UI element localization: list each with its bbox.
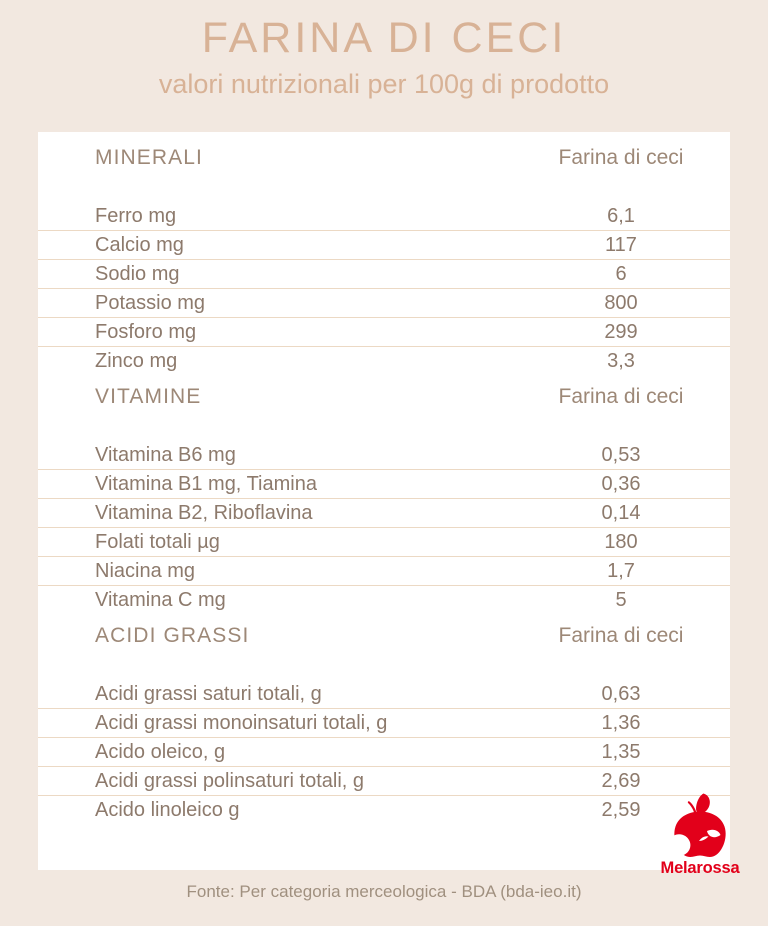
table-row xyxy=(38,202,730,231)
nutrient-label: Potassio mg xyxy=(95,292,206,314)
section-rows xyxy=(38,441,730,614)
nutrient-value: 1,35 xyxy=(601,741,641,763)
section-title: ACIDI GRASSI xyxy=(95,624,250,647)
nutrient-value: 1,36 xyxy=(601,712,641,734)
nutrient-value: 299 xyxy=(604,321,638,343)
nutrient-label: Ferro mg xyxy=(95,205,177,227)
page-subtitle: valori nutrizionali per 100g di prodotto xyxy=(158,69,610,100)
nutrient-value: 6,1 xyxy=(607,205,635,227)
section-spacer xyxy=(38,824,730,834)
nutrient-label: Acidi grassi monoinsaturi totali, g xyxy=(95,712,388,734)
section-spacer xyxy=(38,375,730,385)
nutrient-label: Acidi grassi saturi totali, g xyxy=(95,683,322,705)
table-row xyxy=(38,289,730,318)
nutrition-section xyxy=(38,146,730,385)
nutrient-label: Acido linoleico g xyxy=(95,799,240,821)
table-row xyxy=(38,557,730,586)
section-column-header: Farina di ceci xyxy=(558,385,684,408)
section-header-row xyxy=(38,146,730,202)
table-row xyxy=(38,586,730,614)
nutrient-label: Niacina mg xyxy=(95,560,196,582)
nutrient-label: Vitamina C mg xyxy=(95,589,226,611)
apple-logo-icon xyxy=(663,792,737,858)
nutrient-value: 3,3 xyxy=(607,350,635,372)
nutrition-sections xyxy=(38,146,730,834)
nutrition-section xyxy=(38,624,730,834)
section-spacer xyxy=(38,614,730,624)
section-column-header: Farina di ceci xyxy=(558,624,684,647)
nutrient-value: 180 xyxy=(604,531,638,553)
section-header-row xyxy=(38,385,730,441)
source-footer: Fonte: Per categoria merceologica - BDA (bda-ieo.it) xyxy=(186,882,582,901)
page-title: FARINA DI CECI xyxy=(201,14,567,62)
page-header xyxy=(0,0,768,101)
table-row xyxy=(38,347,730,375)
nutrient-label: Vitamina B1 mg, Tiamina xyxy=(95,473,317,495)
nutrient-value: 0,36 xyxy=(601,473,641,495)
nutrient-label: Vitamina B6 mg xyxy=(95,444,236,466)
nutrient-label: Sodio mg xyxy=(95,263,180,285)
nutrient-label: Acido oleico, g xyxy=(95,741,226,763)
table-row xyxy=(38,231,730,260)
nutrient-value: 2,59 xyxy=(601,799,641,821)
section-rows xyxy=(38,202,730,375)
nutrient-value: 117 xyxy=(605,234,637,256)
table-row xyxy=(38,499,730,528)
nutrient-value: 0,53 xyxy=(601,444,641,466)
nutrient-label: Acidi grassi polinsaturi totali, g xyxy=(95,770,365,792)
nutrient-label: Folati totali µg xyxy=(95,531,220,553)
table-row xyxy=(38,796,730,824)
section-header-row xyxy=(38,624,730,680)
nutrient-value: 6 xyxy=(615,263,627,285)
nutrient-value: 5 xyxy=(615,589,627,611)
table-row xyxy=(38,738,730,767)
card-top-spacer xyxy=(38,132,730,146)
table-row xyxy=(38,260,730,289)
nutrient-label: Vitamina B2, Riboflavina xyxy=(95,502,313,524)
nutrient-value: 1,7 xyxy=(607,560,635,582)
table-row xyxy=(38,709,730,738)
melarossa-logo xyxy=(652,792,748,878)
section-title: MINERALI xyxy=(95,146,203,169)
table-row xyxy=(38,767,730,796)
nutrient-value: 2,69 xyxy=(601,770,641,792)
nutrient-label: Fosforo mg xyxy=(95,321,197,343)
nutrient-label: Calcio mg xyxy=(95,234,184,256)
nutrient-value: 0,14 xyxy=(601,502,641,524)
nutrition-table-card xyxy=(38,132,730,870)
section-title: VITAMINE xyxy=(95,385,202,408)
table-row xyxy=(38,318,730,347)
nutrition-section xyxy=(38,385,730,624)
table-row xyxy=(38,528,730,557)
section-rows xyxy=(38,680,730,824)
section-column-header: Farina di ceci xyxy=(558,146,684,169)
nutrient-value: 0,63 xyxy=(601,683,641,705)
table-row xyxy=(38,470,730,499)
table-row xyxy=(38,441,730,470)
table-row xyxy=(38,680,730,709)
nutrient-label: Zinco mg xyxy=(95,350,178,372)
nutrient-value: 800 xyxy=(604,292,638,314)
logo-wordmark: Melarossa xyxy=(660,859,740,877)
